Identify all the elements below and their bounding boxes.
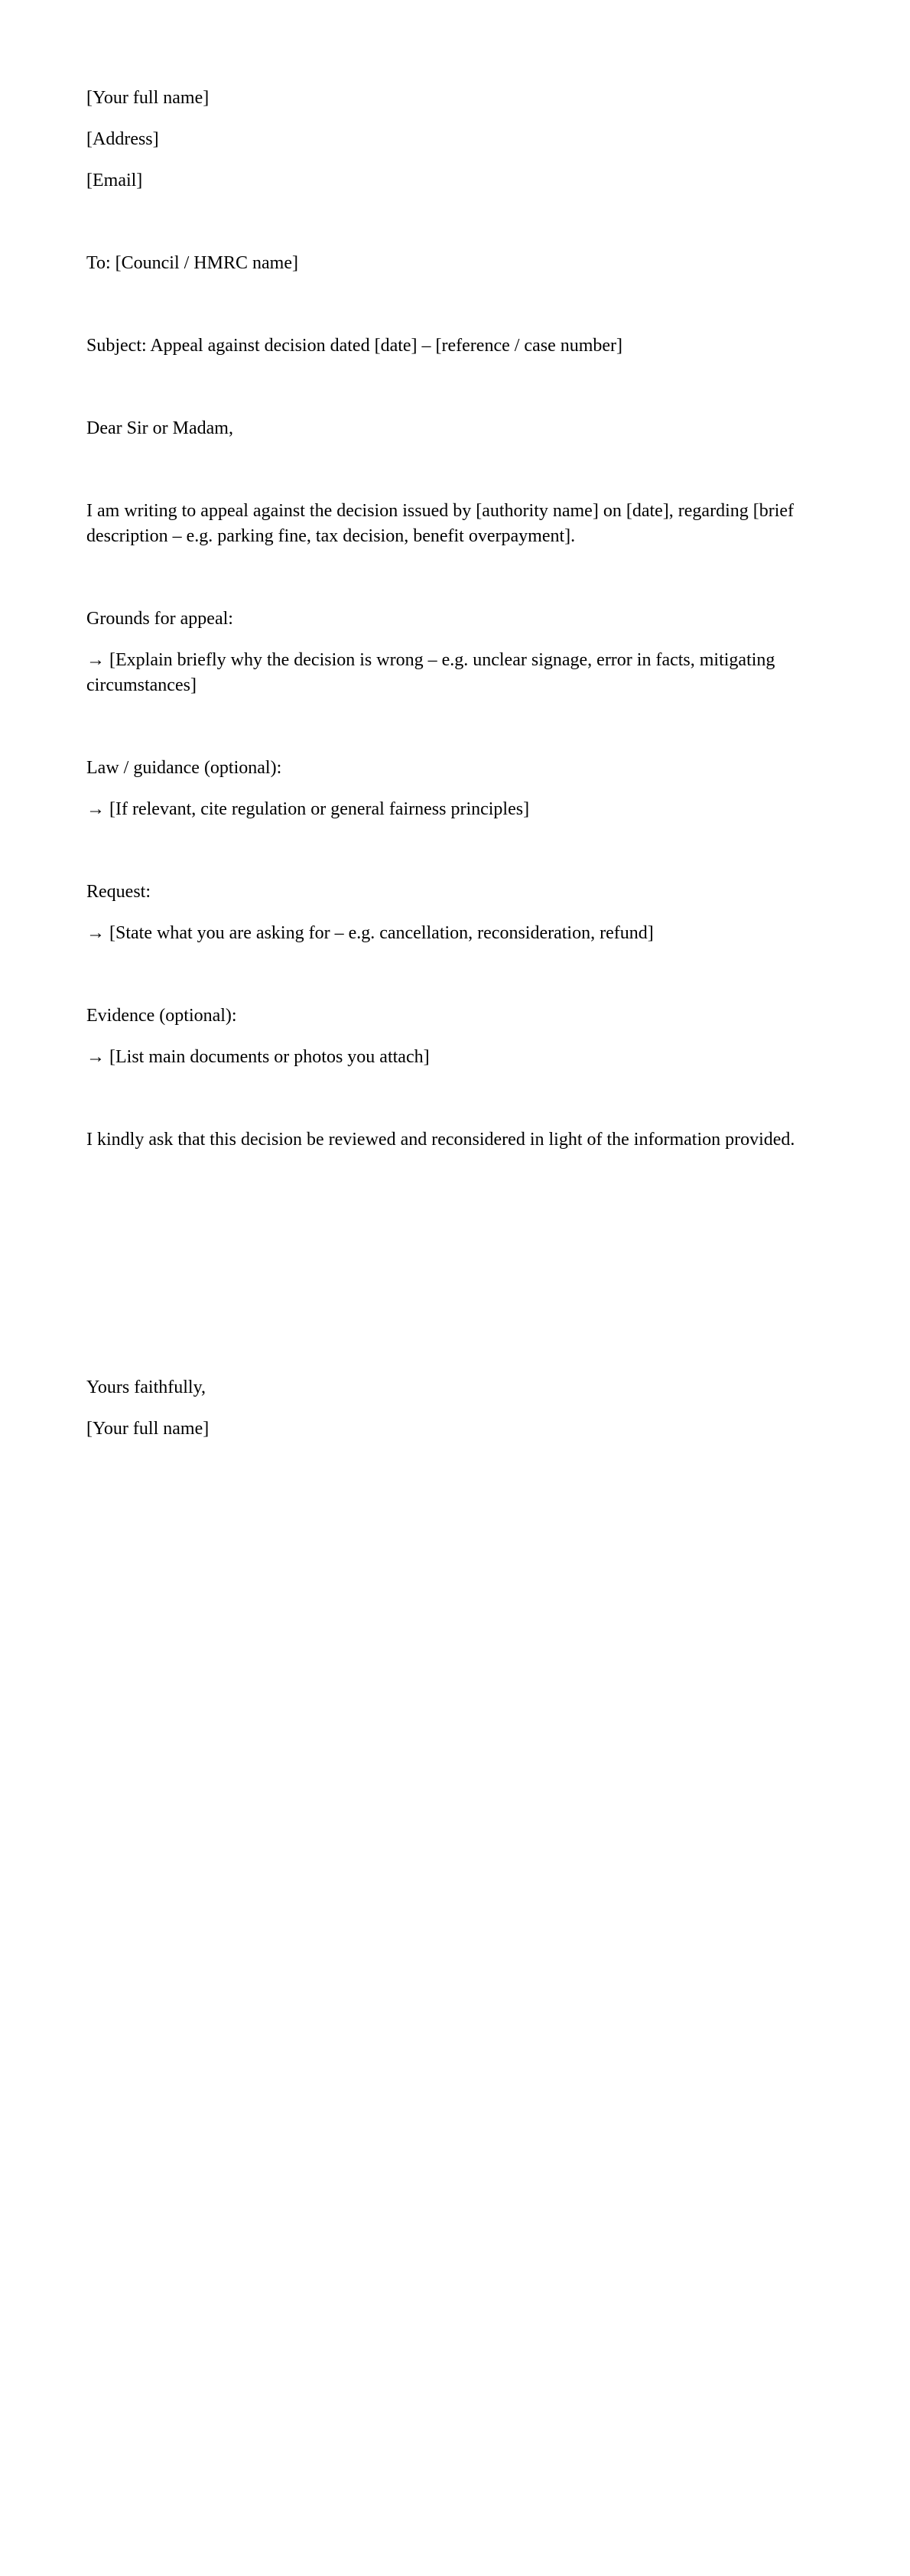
request-heading: Request: (86, 882, 151, 902)
evidence-heading: Evidence (optional): (86, 1006, 237, 1026)
blank-line (86, 1169, 824, 1194)
blank-line (86, 1086, 824, 1111)
grounds-point: → [Explain briefly why the decision is wrong – e.g. unclear signage, error in facts, mitigating circumstances] (86, 650, 775, 695)
blank-line (86, 714, 824, 740)
request-point: → [State what you are asking for – e.g. cancellation, reconsideration, refund] (86, 923, 654, 943)
subject-line: Subject: Appeal against decision dated [date] – [reference / case number] (86, 336, 623, 356)
blank-line (86, 1210, 824, 1235)
letter-body (86, 86, 824, 1442)
salutation: Dear Sir or Madam, (86, 418, 233, 438)
sender-address: [Address] (86, 129, 159, 149)
blank-line (86, 210, 824, 235)
blank-line (86, 375, 824, 400)
blank-line (86, 292, 824, 317)
evidence-point: → [List main documents or photos you attach] (86, 1047, 430, 1067)
valediction: Yours faithfully, (86, 1377, 206, 1397)
recipient-line: To: [Council / HMRC name] (86, 253, 298, 273)
blank-line (86, 1293, 824, 1318)
sender-name: [Your full name] (86, 88, 210, 108)
blank-line (86, 1334, 824, 1359)
blank-line (86, 1251, 824, 1277)
intro-paragraph: I am writing to appeal against the decision issued by [authority name] on [date], regarding [brief description – e.g. parking fine, tax decision, benefit overpayment]. (86, 501, 795, 546)
closing-statement: I kindly ask that this decision be reviewed and reconsidered in light of the information provided. (86, 1130, 795, 1150)
sender-email: [Email] (86, 171, 143, 190)
blank-line (86, 962, 824, 987)
law-point: → [If relevant, cite regulation or general fairness principles] (86, 799, 530, 819)
blank-line (86, 565, 824, 590)
law-heading: Law / guidance (optional): (86, 758, 282, 778)
grounds-heading: Grounds for appeal: (86, 609, 233, 629)
blank-line (86, 838, 824, 864)
signature-name: [Your full name] (86, 1419, 210, 1439)
blank-line (86, 457, 824, 483)
